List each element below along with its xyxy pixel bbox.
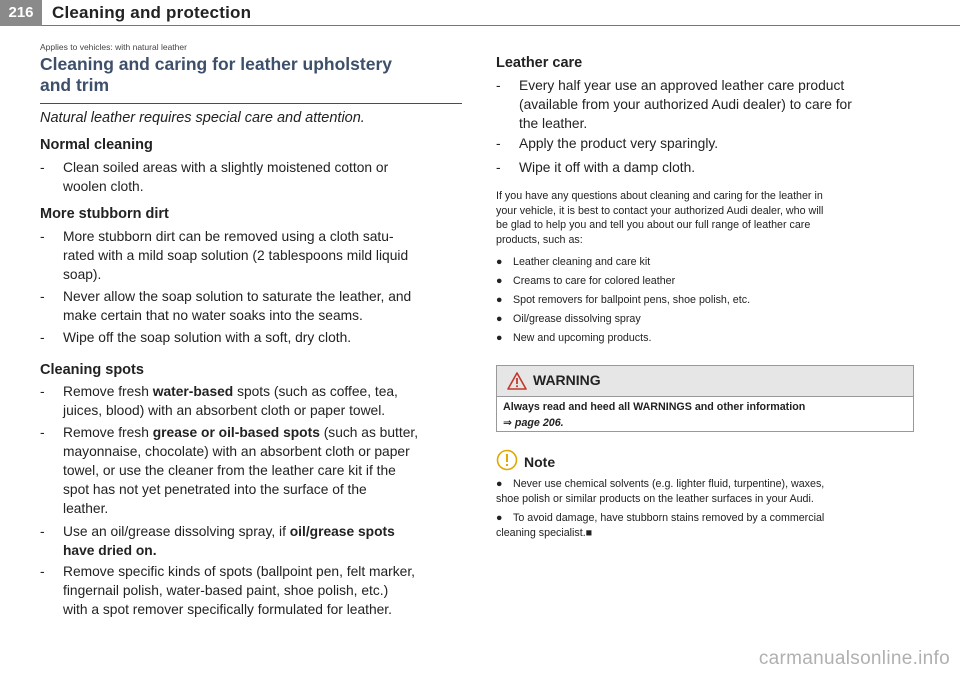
title-underline (40, 103, 462, 104)
list-item (40, 287, 411, 325)
list-item (40, 328, 351, 347)
info-paragraph (496, 189, 823, 247)
info-line: If you have any questions about cleaning and caring for the leather in (496, 190, 823, 202)
note-text: To avoid damage, have stubborn stains removed by a commercial (513, 512, 825, 524)
list-item-text: spot has not yet penetrated into the surface of the (63, 482, 367, 497)
bullet-item (496, 313, 641, 325)
list-item (40, 227, 408, 284)
list-item (496, 158, 695, 177)
list-item (40, 382, 398, 420)
bullet-item (496, 294, 750, 306)
list-item (496, 76, 852, 133)
article-title-line-2: and trim (40, 75, 110, 95)
list-item-text (63, 522, 395, 541)
bullet-marker: ● (496, 294, 503, 306)
warning-title: WARNING (533, 372, 601, 388)
article-title (40, 54, 464, 96)
bold-run: grease or oil-based spots (152, 425, 320, 440)
list-item-text: leather. (63, 501, 109, 516)
note-continuation (496, 526, 592, 541)
list-item-text: soap). (63, 267, 102, 282)
list-item-text: rated with a mild soap solution (2 tablespoons mild liquid (63, 248, 409, 263)
section-title: Cleaning and protection (52, 3, 252, 22)
bullet-marker: ● (496, 313, 503, 325)
list-item-text: Apply the product very sparingly. (519, 136, 719, 151)
info-line: your vehicle, it is best to contact your authorized Audi dealer, who will (496, 204, 824, 217)
list-item-text: Clean soiled areas with a slightly moistened cotton or (63, 160, 389, 175)
note-item (496, 478, 824, 490)
heading-leather-care: Leather care (496, 55, 583, 71)
bullet-text: Leather cleaning and care kit (513, 256, 651, 268)
list-item-text: More stubborn dirt can be removed using a cloth satu- (63, 229, 394, 244)
info-line: products, such as: (496, 233, 583, 246)
list-item-text: Wipe off the soap solution with a soft, dry cloth. (63, 330, 352, 345)
text-run: Use an oil/grease dissolving spray, if (63, 524, 290, 539)
header-rule (42, 25, 960, 26)
page-number: 216 (0, 0, 42, 26)
dash-marker: - (40, 330, 45, 345)
list-item-text: Every half year use an approved leather care product (519, 78, 845, 93)
info-line: be glad to help you and tell you about our full range of leather care (496, 219, 811, 231)
dash-marker: - (40, 524, 45, 539)
list-item-text: towel, or use the cleaner from the leather care kit if the (63, 463, 396, 478)
warning-box (496, 365, 914, 432)
intro-text: Natural leather requires special care and attention. (40, 110, 365, 126)
heading-stubborn-dirt: More stubborn dirt (40, 206, 169, 222)
list-item (40, 522, 395, 560)
note-continuation: shoe polish or similar products on the leather surfaces in your Audi. (496, 493, 814, 505)
bullet-item (496, 256, 650, 268)
article-title-line-1: Cleaning and caring for leather upholstery (40, 54, 393, 74)
list-item-text: (available from your authorized Audi dealer) to care for (519, 97, 852, 112)
list-item-text: Remove specific kinds of spots (ballpoint pen, felt marker, (63, 564, 415, 579)
warning-text: Always read and heed all WARNINGS and other information (503, 401, 806, 413)
list-item-text: Wipe it off with a damp cloth. (519, 160, 696, 175)
note-icon (496, 449, 518, 476)
bullet-text: Oil/grease dissolving spray (513, 313, 641, 325)
dash-marker: - (496, 136, 501, 151)
bullet-item (496, 275, 675, 287)
bullet-text: New and upcoming products. (513, 332, 652, 344)
note-item (496, 512, 824, 524)
list-item (496, 134, 718, 153)
list-item-text (63, 423, 418, 442)
bold-run: water-based (152, 384, 234, 399)
dash-marker: - (40, 229, 45, 244)
text-run: Remove fresh (63, 425, 153, 440)
applies-to-note: Applies to vehicles: with natural leather (40, 42, 187, 52)
list-item-text: fingernail polish, water-based paint, shoe polish, etc.) (63, 583, 389, 598)
page-header (0, 0, 960, 26)
bold-run: oil/grease spots (289, 524, 395, 539)
list-item (40, 562, 415, 619)
warning-header (497, 366, 913, 397)
end-mark: ■ (585, 527, 593, 539)
note-text: Never use chemical solvents (e.g. lighter fluid, turpentine), waxes, (513, 478, 825, 490)
dash-marker: - (40, 160, 45, 175)
bullet-marker: ● (496, 332, 503, 344)
note-title: Note (524, 454, 556, 470)
list-item-text (63, 382, 398, 401)
dash-marker: - (40, 425, 45, 440)
list-item-text: make certain that no water soaks into the seams. (63, 308, 363, 323)
list-item (40, 158, 388, 196)
note-text: cleaning specialist. (496, 527, 586, 539)
warning-page-link[interactable]: ⇒ page 206. (503, 417, 564, 429)
list-item-text: woolen cloth. (63, 179, 144, 194)
list-item (40, 423, 418, 518)
bullet-marker: ● (496, 275, 503, 287)
list-item-text: the leather. (519, 116, 588, 131)
text-run: spots (such as coffee, tea, (233, 384, 398, 399)
heading-cleaning-spots: Cleaning spots (40, 362, 144, 378)
bullet-text: Creams to care for colored leather (513, 275, 676, 287)
text-run: (such as butter, (319, 425, 419, 440)
dash-marker: - (496, 160, 501, 175)
dash-marker: - (40, 289, 45, 304)
text-run: Remove fresh (63, 384, 153, 399)
bullet-item (496, 332, 651, 344)
heading-normal-cleaning: Normal cleaning (40, 137, 153, 153)
bullet-text: Spot removers for ballpoint pens, shoe polish, etc. (513, 294, 751, 306)
bullet-marker: ● (496, 512, 503, 524)
list-item-text: juices, blood) with an absorbent cloth or paper towel. (63, 403, 386, 418)
site-watermark: carmanualsonline.info (758, 648, 950, 669)
list-item-text: have dried on. (63, 543, 157, 558)
dash-marker: - (40, 564, 45, 579)
dash-marker: - (40, 384, 45, 399)
list-item-text: with a spot remover specifically formulated for leather. (63, 602, 392, 617)
warning-triangle-icon (507, 372, 527, 395)
list-item-text: mayonnaise, chocolate) with an absorbent cloth or paper (63, 444, 410, 459)
dash-marker: - (496, 78, 501, 93)
bullet-marker: ● (496, 256, 503, 268)
list-item-text: Never allow the soap solution to saturate the leather, and (63, 289, 412, 304)
bullet-marker: ● (496, 478, 503, 490)
